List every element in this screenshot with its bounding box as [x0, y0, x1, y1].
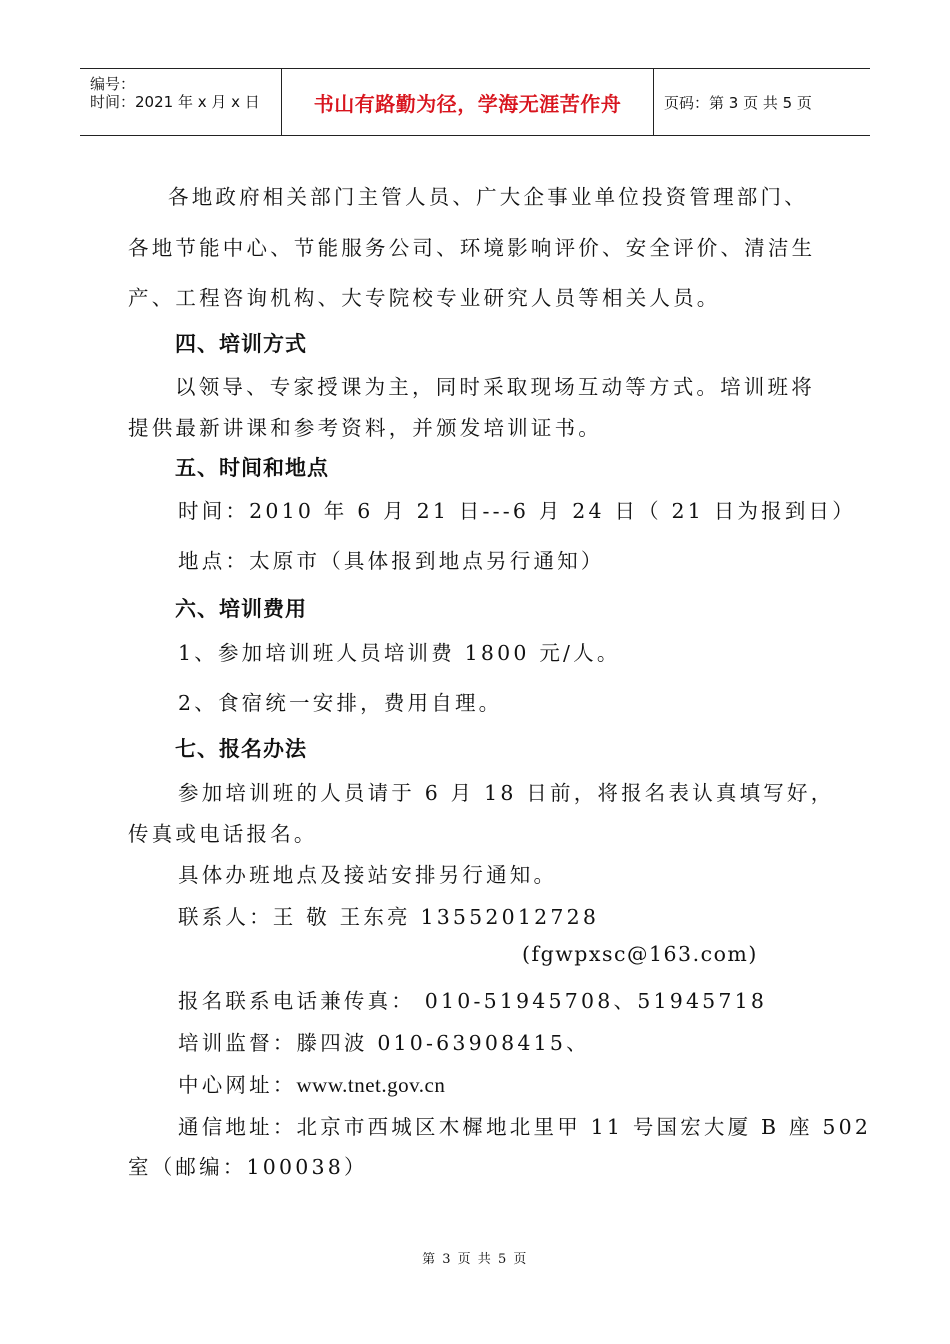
website-line — [178, 1068, 445, 1098]
audience-line-2: 各地节能中心、节能服务公司、环境影响评价、安全评价、清洁生 — [128, 236, 816, 260]
contact-email: (fgwpxsc@163.com) — [522, 942, 758, 966]
supervisor-line: 培训监督：滕四波 010-63908415、 — [178, 1031, 590, 1055]
section-heading-fees: 六、培训费用 — [175, 597, 307, 621]
phone-fax-line: 报名联系电话兼传真： 010-51945708、51945718 — [178, 989, 768, 1013]
training-method-line-1: 以领导、专家授课为主，同时采取现场互动等方式。培训班将 — [175, 375, 815, 399]
number-label: 编号： — [90, 75, 136, 93]
registration-line-1: 参加培训班的人员请于 6 月 18 日前，将报名表认真填写好， — [178, 781, 835, 805]
header-meta-cell — [80, 69, 282, 135]
contact-line: 联系人：王 敬 王东亮 13552012728 — [178, 905, 600, 929]
header-motto: 书山有路勤为径，学海无涯苦作舟 — [282, 69, 654, 135]
fee-item-1: 1、参加培训班人员培训费 1800 元/人。 — [178, 641, 621, 665]
website-link[interactable]: www.tnet.gov.cn — [296, 1073, 446, 1097]
section-heading-training-method: 四、培训方式 — [175, 332, 307, 356]
header-page-info: 页码：第 3 页 共 5 页 — [664, 93, 812, 112]
audience-line-1: 各地政府相关部门主管人员、广大企事业单位投资管理部门、 — [168, 185, 808, 209]
date-label: 时间：2021 年 x 月 x 日 — [90, 93, 260, 111]
registration-line-3: 具体办班地点及接站安排另行通知。 — [178, 863, 558, 887]
audience-line-3: 产、工程咨询机构、大专院校专业研究人员等相关人员。 — [128, 286, 721, 310]
address-line-2: 室（邮编：100038） — [128, 1155, 368, 1179]
page-header — [80, 68, 870, 136]
website-label: 中心网址： — [178, 1073, 297, 1097]
page-footer: 第 3 页 共 5 页 — [422, 1252, 528, 1267]
registration-line-2: 传真或电话报名。 — [128, 822, 318, 846]
section-heading-registration: 七、报名办法 — [175, 737, 307, 761]
section-heading-time-place: 五、时间和地点 — [175, 456, 329, 480]
time-line: 时间：2010 年 6 月 21 日---6 月 24 日（ 21 日为报到日） — [178, 499, 856, 523]
fee-item-2: 2、食宿统一安排，费用自理。 — [178, 691, 503, 715]
training-method-line-2: 提供最新讲课和参考资料，并颁发培训证书。 — [128, 416, 602, 440]
address-line-1: 通信地址：北京市西城区木樨地北里甲 11 号国宏大厦 B 座 502 — [178, 1115, 872, 1139]
place-line: 地点：太原市（具体报到地点另行通知） — [178, 549, 605, 573]
